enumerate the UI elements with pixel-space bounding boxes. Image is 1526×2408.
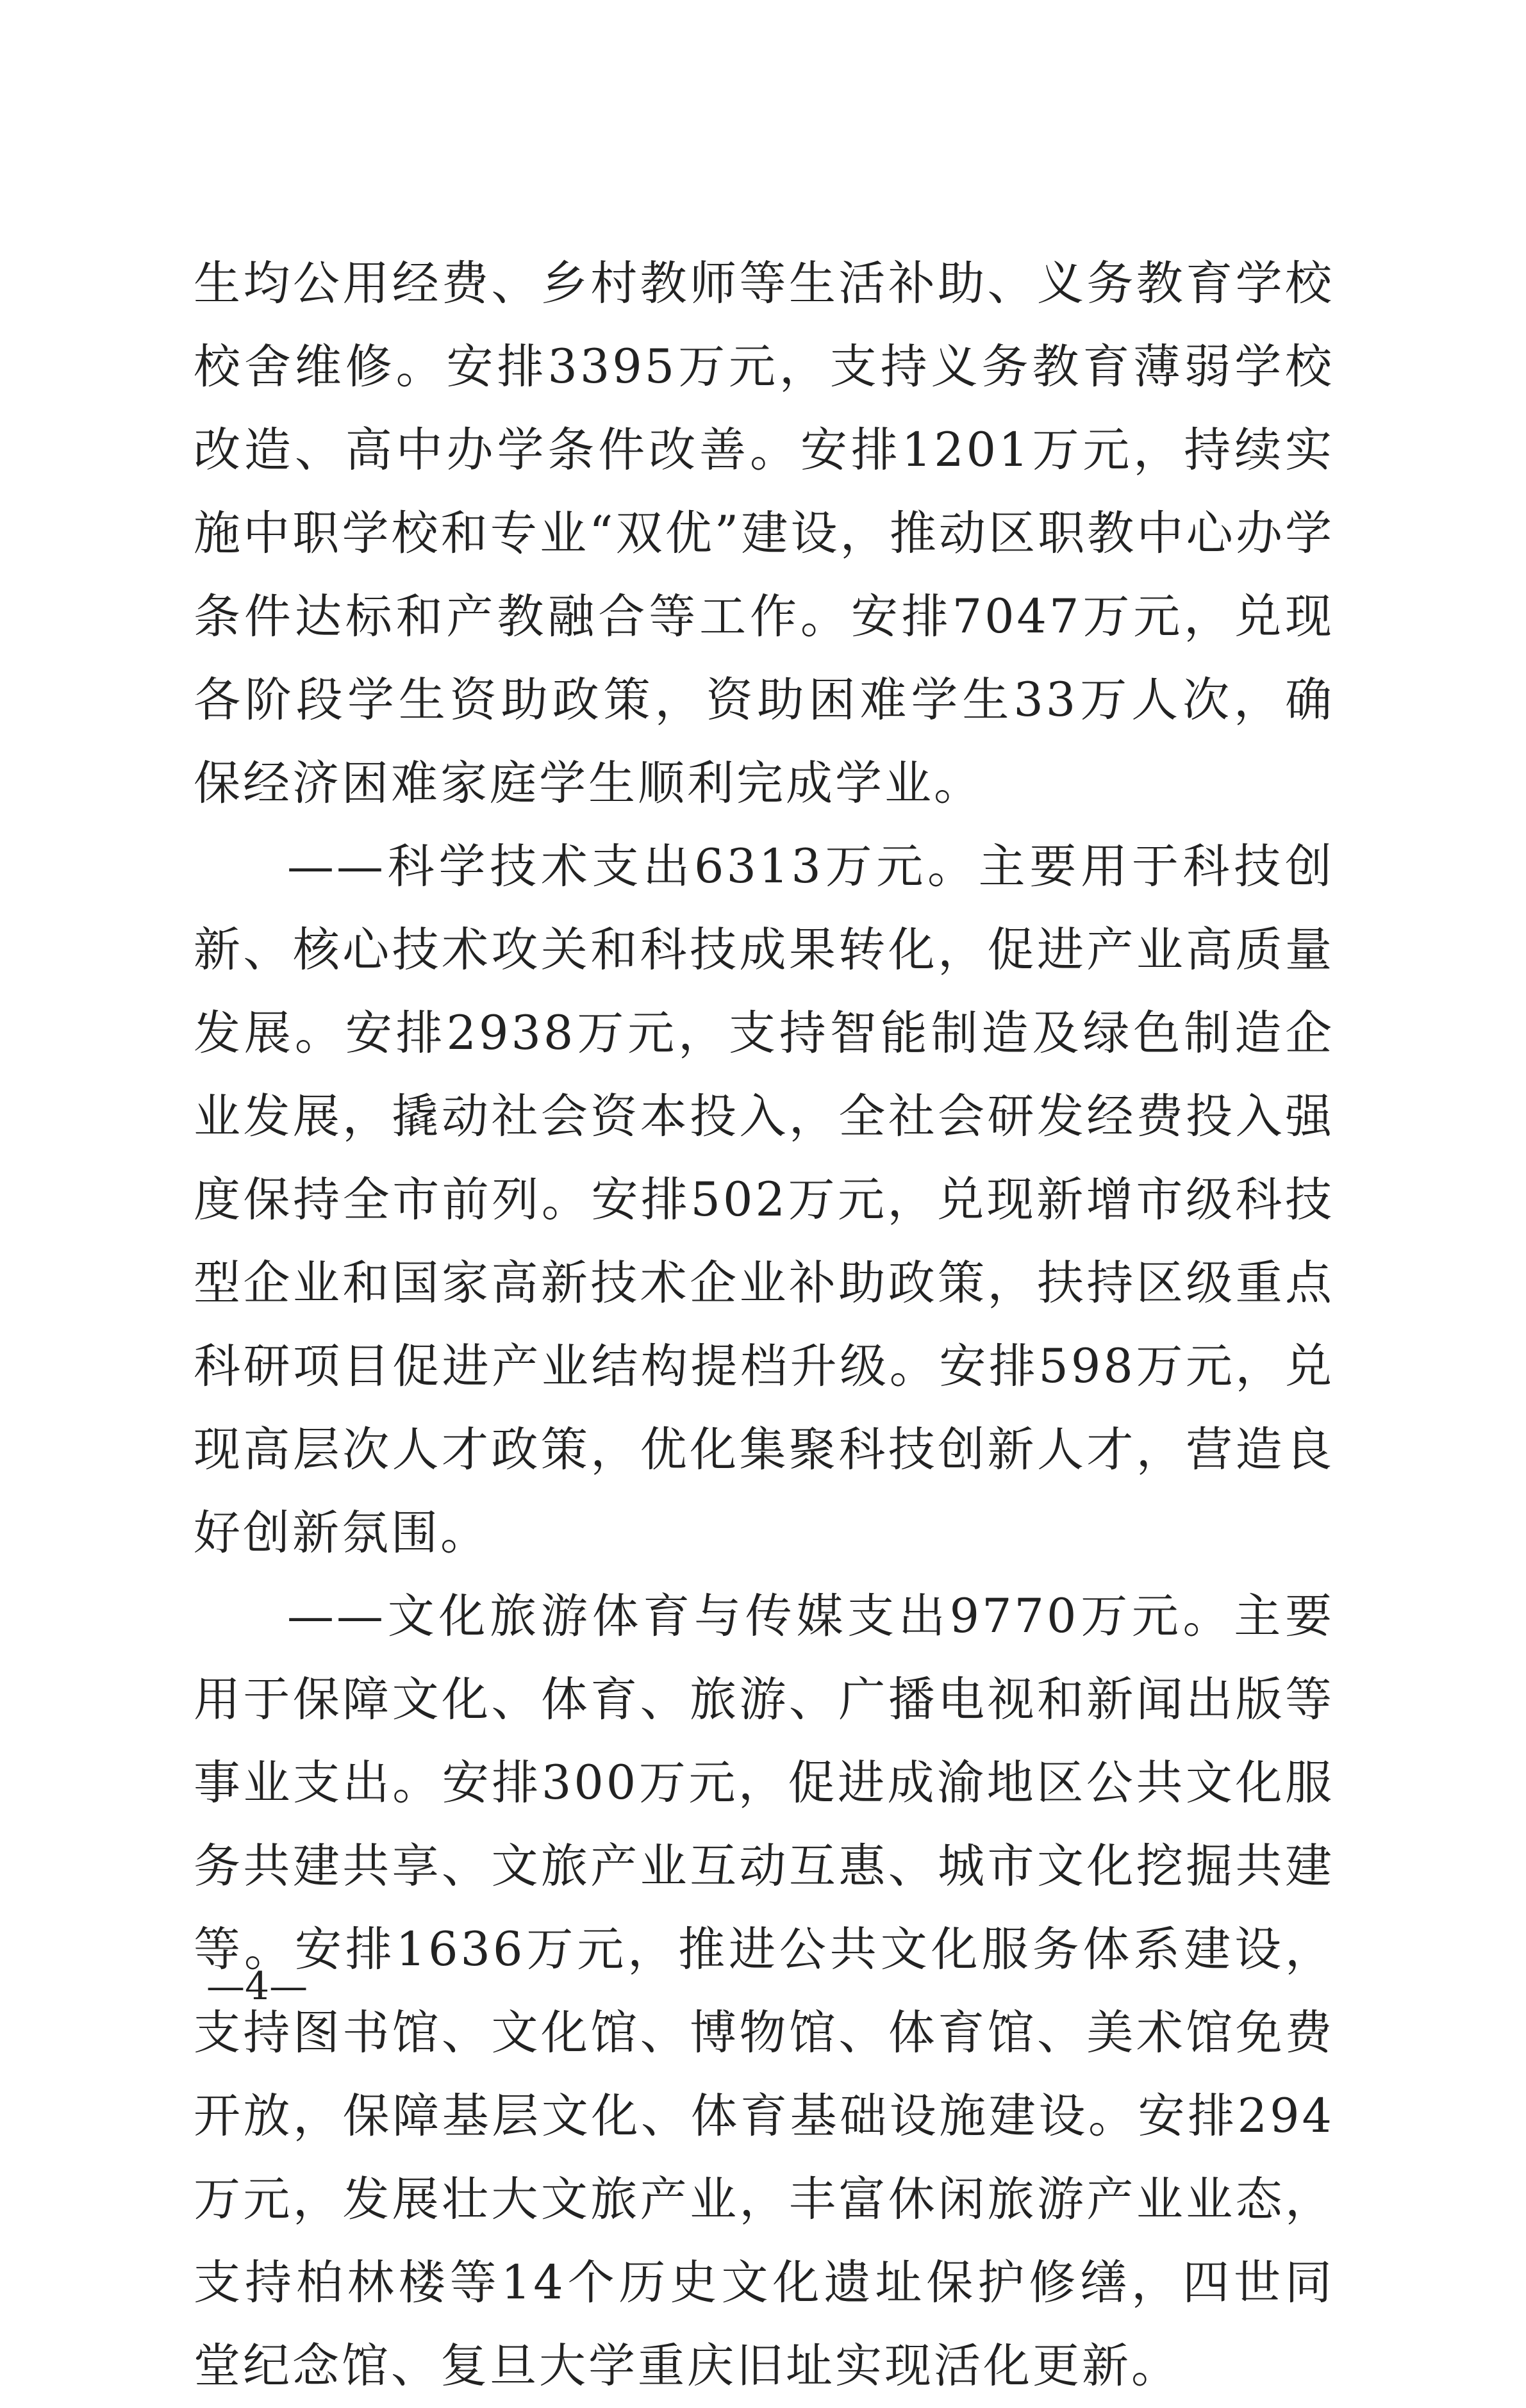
- document-body: [194, 242, 1334, 2408]
- paragraph-science-technology: ——科学技术支出6313万元。主要用于科技创新、核心技术攻关和科技成果转化，促进产业高质量发展。安排2938万元，支持智能制造及绿色制造企业发展，撬动社会资本投入，全社会研发经费投入强度保持全市前列。安排502万元，兑现新增市级科技型企业和国家高新技术企业补助政策，扶持区级重点科研项目促进产业结构提档升级。安排598万元，兑现高层次人才政策，优化集聚科技创新人才，营造良好创新氛围。: [194, 839, 1334, 1560]
- page-number: —4—: [206, 1964, 308, 2009]
- paragraph-culture-tourism-sports: ——文化旅游体育与传媒支出9770万元。主要用于保障文化、体育、旅游、广播电视和新闻出版等事业支出。安排300万元，促进成渝地区公共文化服务共建共享、文旅产业互动互惠、城市文化挖掘共建等。安排1636万元，推进公共文化服务体系建设，支持图书馆、文化馆、博物馆、体育馆、美术馆免费开放，保障基层文化、体育基础设施建设。安排294万元，发展壮大文旅产业，丰富休闲旅游产业业态，支持柏林楼等14个历史文化遗址保护修缮，四世同堂纪念馆、复旦大学重庆旧址实现活化更新。: [194, 1589, 1334, 2393]
- paragraph-education-continued: 生均公用经费、乡村教师等生活补助、义务教育学校校舍维修。安排3395万元，支持义务教育薄弱学校改造、高中办学条件改善。安排1201万元，持续实施中职学校和专业“双优”建设，推动区职教中心办学条件达标和产教融合等工作。安排7047万元，兑现各阶段学生资助政策，资助困难学生33万人次，确保经济困难家庭学生顺利完成学业。: [194, 256, 1334, 811]
